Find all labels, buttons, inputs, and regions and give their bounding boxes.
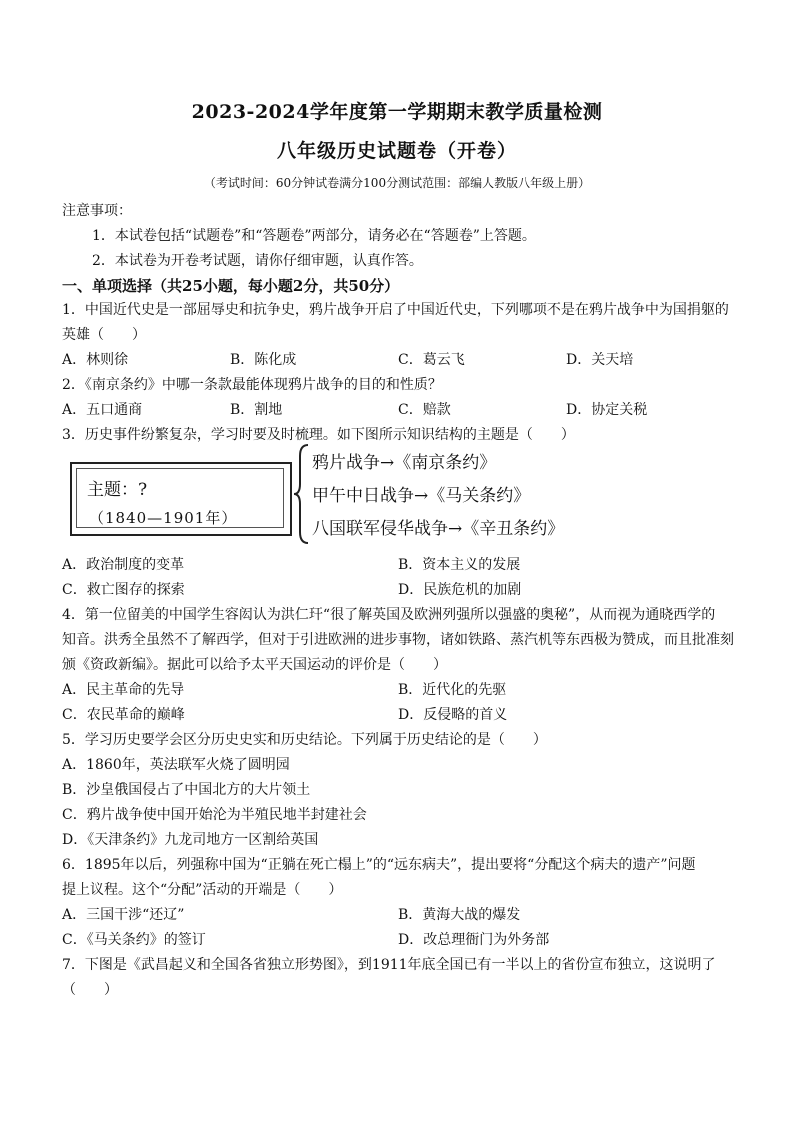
section-heading: 一、单项选择（共25小题，每小题2分，共50分） [62, 277, 400, 295]
q4-option-d: D．反侵略的首义 [398, 707, 508, 723]
theme-label: 主题：? [87, 480, 148, 500]
theme-date-range: （1840—1901年） [89, 509, 238, 527]
q5-option-c: C．鸦片战争使中国开始沦为半殖民地半封建社会 [62, 807, 367, 823]
knowledge-structure-diagram [70, 440, 690, 548]
question-3-text: 3．历史事件纷繁复杂，学习时要及时梳理。如下图所示知识结构的主题是（ ） [62, 427, 575, 443]
question-6-text: 提上议程。这个“分配”活动的开端是（ ） [62, 882, 343, 898]
question-5-text: 5．学习历史要学会区分历史史实和历史结论。下列属于历史结论的是（ ） [62, 732, 547, 748]
diagram-item: 甲午中日战争→《马关条约》 [312, 486, 531, 506]
q2-option-c: C．赔款 [398, 402, 451, 418]
q3-option-c: C．救亡图存的探索 [62, 582, 185, 598]
exam-info: （考试时间：60分钟试卷满分100分测试范围：部编人教版八年级上册） [203, 176, 591, 190]
note-item: 2．本试卷为开卷考试题，请你仔细审题，认真作答。 [92, 253, 423, 269]
exam-title: 2023-2024学年度第一学期期末教学质量检测 [191, 101, 603, 123]
question-7-text: （ ） [62, 982, 118, 998]
diagram-item: 八国联军侵华战争→《辛丑条约》 [312, 519, 565, 539]
question-7-text: 7．下图是《武昌起义和全国各省独立形势图》，到1911年底全国已有一半以上的省份宣布独立，这说明了 [62, 957, 716, 973]
q4-option-a: A．民主革命的先导 [62, 682, 185, 698]
q1-option-c: C．葛云飞 [398, 352, 465, 368]
curly-brace-icon [292, 442, 312, 546]
q4-option-b: B．近代化的先驱 [398, 682, 507, 698]
q2-option-a: A．五口通商 [62, 402, 143, 418]
notes-heading: 注意事项： [62, 203, 132, 219]
q4-option-c: C．农民革命的巅峰 [62, 707, 185, 723]
q1-option-b: B．陈化成 [230, 352, 297, 368]
question-4-text: 4．第一位留美的中国学生容闳认为洪仁玕“很了解英国及欧洲列强所以强盛的奥秘”，从而视为通晓西学的 [62, 607, 716, 623]
q3-option-d: D．民族危机的加剧 [398, 582, 522, 598]
q3-option-a: A．政治制度的变革 [62, 557, 185, 573]
q6-option-d: D．改总理衙门为外务部 [398, 932, 550, 948]
question-1-text: 英雄（ ） [62, 327, 146, 343]
q3-option-b: B．资本主义的发展 [398, 557, 521, 573]
note-item: 1．本试卷包括“试题卷”和“答题卷”两部分，请务必在“答题卷”上答题。 [92, 228, 536, 244]
q6-option-b: B．黄海大战的爆发 [398, 907, 521, 923]
q5-option-b: B．沙皇俄国侵占了中国北方的大片领土 [62, 782, 311, 798]
question-4-text: 知音。洪秀全虽然不了解西学，但对于引进欧洲的进步事物，诸如铁路、蒸汽机等东西极为赞成，而且批准刻 [62, 632, 734, 648]
question-4-text: 颁《资政新编》。据此可以给予太平天国运动的评价是（ ） [62, 657, 447, 673]
question-1-text: 1．中国近代史是一部屈辱史和抗争史，鸦片战争开启了中国近代史，下列哪项不是在鸦片战争中为国捐躯的 [62, 302, 729, 318]
theme-box [70, 462, 292, 536]
q6-option-a: A．三国干涉“还辽” [62, 907, 185, 923]
q5-option-a: A．1860年，英法联军火烧了圆明园 [62, 757, 290, 773]
q6-option-c: C．《马关条约》的签订 [62, 932, 206, 948]
question-2-text: 2．《南京条约》中哪一条款最能体现鸦片战争的目的和性质？ [62, 377, 442, 393]
q1-option-d: D．关天培 [566, 352, 634, 368]
diagram-item: 鸦片战争→《南京条约》 [312, 453, 497, 473]
q2-option-d: D．协定关税 [566, 402, 648, 418]
exam-subtitle: 八年级历史试题卷（开卷） [276, 140, 517, 162]
theme-box-inner [76, 468, 284, 528]
q1-option-a: A．林则徐 [62, 352, 129, 368]
q5-option-d: D．《天津条约》九龙司地方一区割给英国 [62, 832, 319, 848]
question-6-text: 6．1895年以后，列强称中国为“正躺在死亡榻上”的“远东病夫”，提出要将“分配这个病夫的遗产”问题 [62, 857, 696, 873]
q2-option-b: B．割地 [230, 402, 283, 418]
